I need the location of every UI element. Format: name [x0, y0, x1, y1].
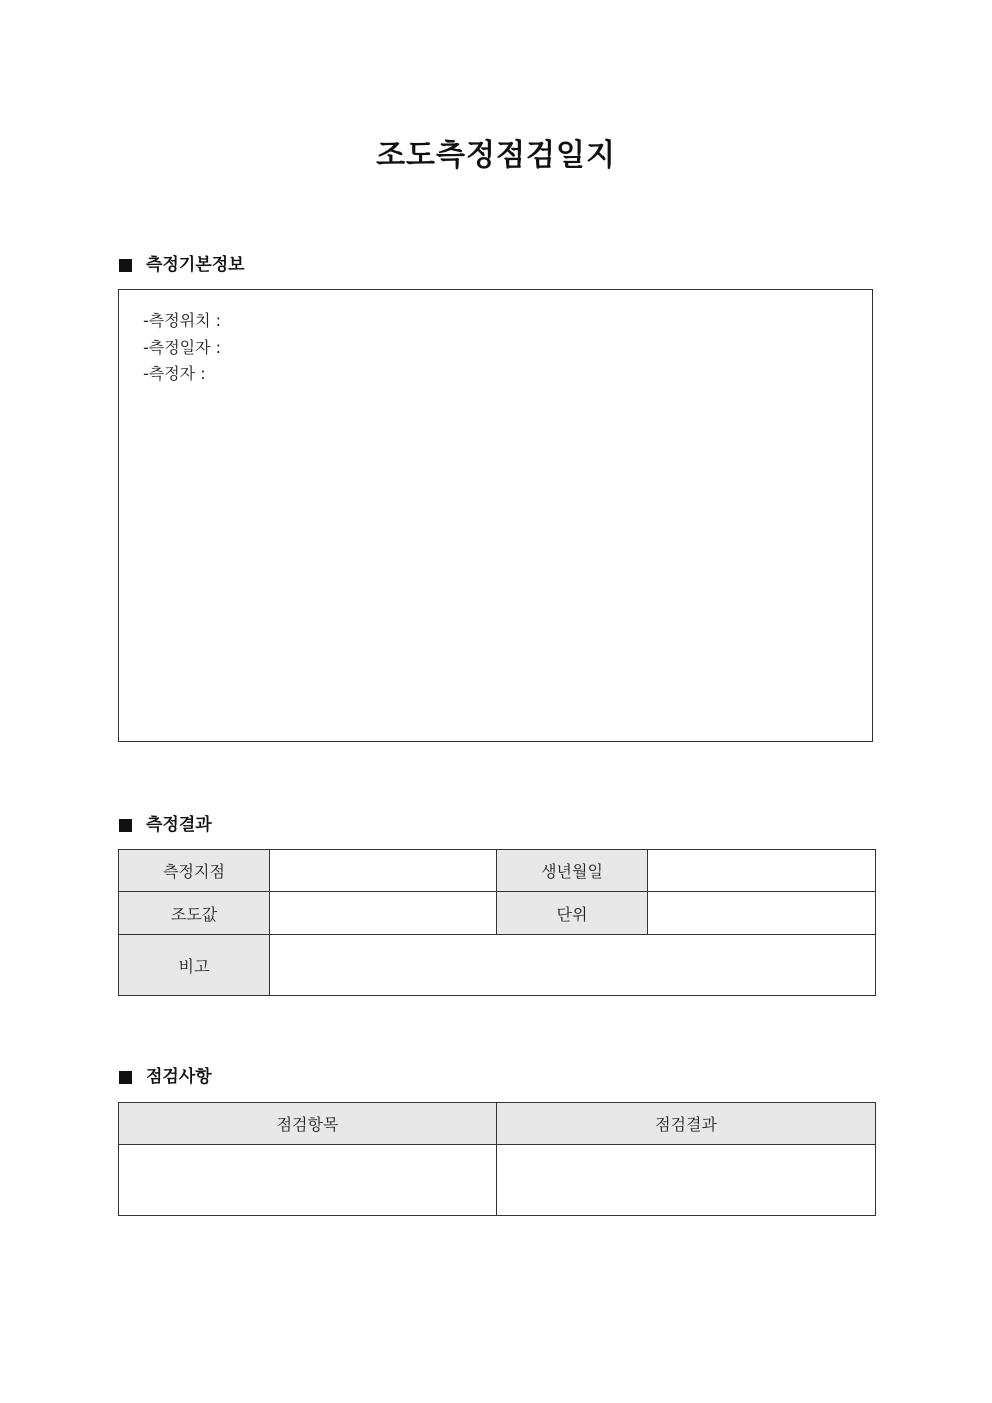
square-bullet-icon	[119, 259, 132, 272]
unit-label: 단위	[497, 892, 648, 935]
measure-point-label: 측정지점	[119, 850, 270, 892]
measure-location-line: -측정위치 :	[143, 311, 222, 330]
inspection-item-field[interactable]	[119, 1145, 497, 1216]
table-row	[119, 850, 876, 892]
birth-date-label: 생년월일	[497, 850, 648, 892]
page-title: 조도측정점검일지	[376, 138, 616, 173]
birth-date-field[interactable]	[648, 850, 876, 892]
inspection-item-header: 점검항목	[119, 1103, 497, 1145]
inspection-result-header: 점검결과	[497, 1103, 876, 1145]
measure-date-line: -측정일자 :	[143, 337, 222, 357]
results-heading-text: 측정결과	[146, 815, 212, 835]
results-heading	[119, 813, 212, 837]
measurer-line: -측정자 :	[143, 364, 206, 383]
square-bullet-icon	[119, 819, 132, 832]
table-header-row	[119, 1103, 876, 1145]
inspection-result-field[interactable]	[497, 1145, 876, 1216]
table-row	[119, 892, 876, 935]
inspection-heading	[119, 1065, 212, 1089]
results-table	[118, 849, 876, 996]
square-bullet-icon	[119, 1071, 132, 1084]
basic-info-heading-text: 측정기본정보	[146, 255, 245, 275]
remarks-field[interactable]	[270, 935, 876, 996]
illuminance-field[interactable]	[270, 892, 497, 935]
remarks-label: 비고	[119, 935, 270, 996]
inspection-table	[118, 1102, 876, 1216]
unit-field[interactable]	[648, 892, 876, 935]
measure-point-field[interactable]	[270, 850, 497, 892]
illuminance-label: 조도값	[119, 892, 270, 935]
basic-info-heading	[119, 253, 245, 277]
inspection-heading-text: 점검사항	[146, 1067, 212, 1087]
table-row	[119, 935, 876, 996]
table-row	[119, 1145, 876, 1216]
basic-info-box[interactable]	[118, 289, 873, 742]
